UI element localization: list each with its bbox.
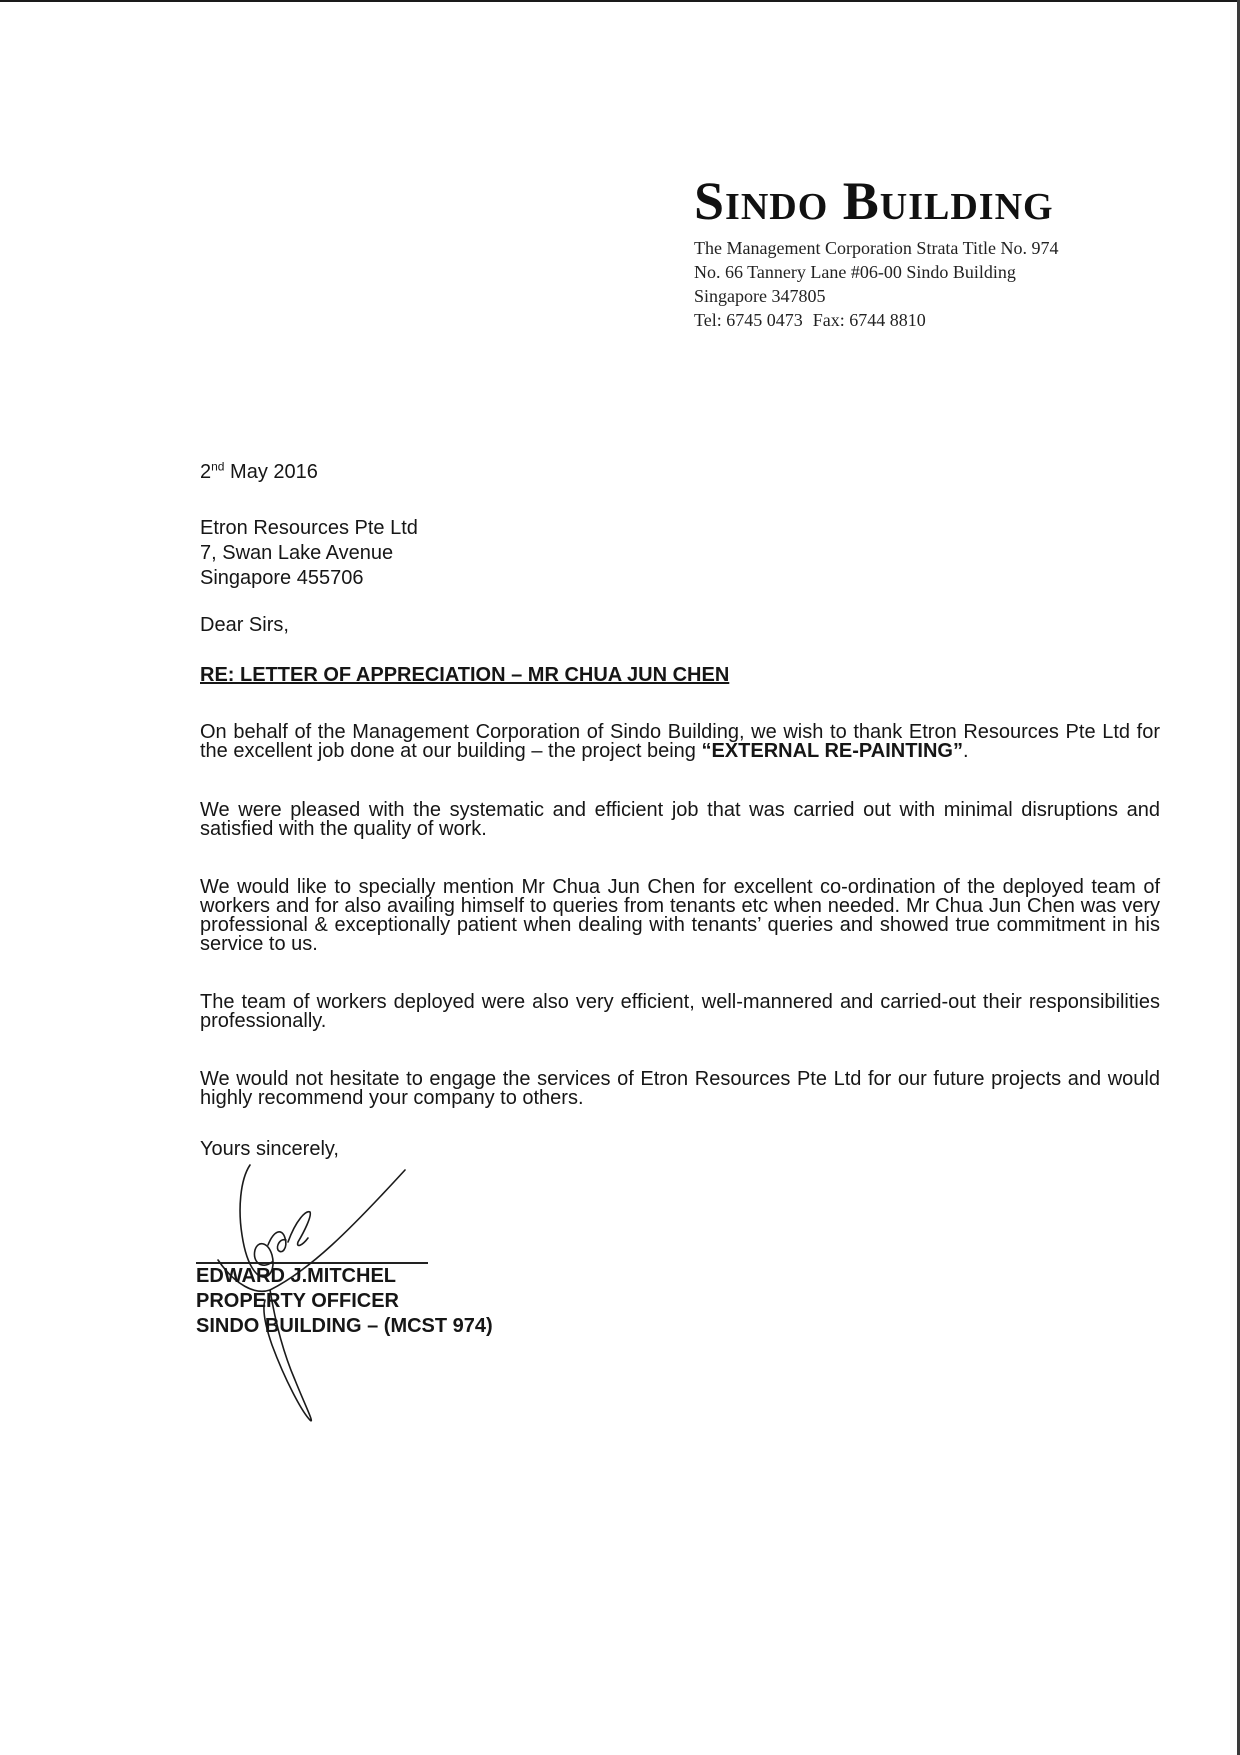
recipient-address [200, 516, 1160, 591]
letter-date [200, 459, 1160, 483]
date-day: 2 [200, 461, 212, 483]
letterhead-details [694, 236, 1224, 332]
letterhead [694, 170, 1224, 332]
recipient-city: Singapore 455706 [200, 567, 364, 589]
salutation: Dear Sirs, [200, 614, 289, 636]
paragraph-1-text: On behalf of the Management Corporation of Sindo Building, we wish to thank Etron Resources Pte Ltd for the excellent job done at our building – the project being [200, 721, 1160, 762]
letterhead-line-postal: Singapore 347805 [694, 286, 826, 306]
letterhead-line-contact [694, 308, 1224, 332]
paragraph-4: The team of workers deployed were also very efficient, well-mannered and carried-out their responsibilities professionally. [200, 991, 1160, 1032]
letterhead-line-mcst: The Management Corporation Strata Title No. 974 [694, 238, 1059, 258]
paragraph-1-end: . [962, 740, 969, 762]
paragraph-5: We would not hesitate to engage the services of Etron Resources Pte Ltd for our future projects and would highly recommend your company to others. [200, 1068, 1160, 1109]
paragraph-2: We were pleased with the systematic and efficient job that was carried out with minimal disruptions and satisfied with the quality of work. [200, 799, 1160, 840]
signatory-block [196, 1264, 493, 1339]
letterhead-fax: Fax: 6744 8810 [812, 310, 926, 330]
signatory-title: PROPERTY OFFICER [196, 1290, 399, 1312]
letterhead-line-address: No. 66 Tannery Lane #06-00 Sindo Building [694, 262, 1016, 282]
signatory-name: EDWARD J.MITCHEL [196, 1265, 396, 1287]
paragraph-3: We would like to specially mention Mr Chua Jun Chen for excellent co-ordination of the deployed team of workers and for also availing himself to queries from tenants etc when needed. Mr Chua Jun Chen was very professional & exceptionally patient when dealing with tenants’ queries and showed true commitment in his service to us. [200, 876, 1160, 955]
project-name: “EXTERNAL RE-PAINTING” [701, 740, 963, 762]
letterhead-title: Sindo Building [694, 171, 1054, 231]
subject-line: RE: LETTER OF APPRECIATION – MR CHUA JUN CHEN [200, 664, 730, 686]
date-suffix: nd [211, 459, 225, 474]
closing: Yours sincerely, [200, 1138, 339, 1160]
recipient-company: Etron Resources Pte Ltd [200, 517, 418, 539]
recipient-street: 7, Swan Lake Avenue [200, 542, 394, 564]
paragraph-1 [200, 723, 1160, 761]
letterhead-tel: Tel: 6745 0473 [694, 310, 803, 330]
signatory-org: SINDO BUILDING – (MCST 974) [196, 1315, 493, 1337]
page-top-edge [0, 0, 1240, 2]
date-rest: May 2016 [230, 461, 318, 483]
